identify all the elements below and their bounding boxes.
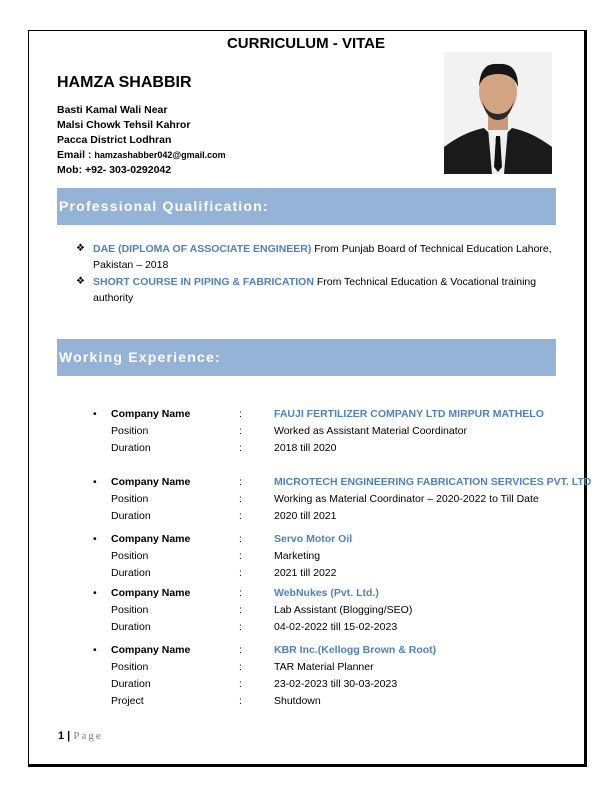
- colon: :: [239, 476, 242, 488]
- qualification-detail: From Punjab Board of Technical Education Lahore, Pakistan – 2018: [93, 243, 552, 271]
- experience-project-row: [93, 693, 563, 710]
- address-line: Pacca District Lodhran: [57, 134, 172, 146]
- experience-duration-row: [93, 508, 563, 525]
- colon: :: [239, 442, 242, 454]
- position-label: Position: [111, 550, 149, 562]
- duration-label: Duration: [111, 621, 151, 633]
- page-label: Page: [73, 730, 103, 742]
- colon: :: [239, 695, 242, 707]
- email-label: Email :: [57, 149, 95, 161]
- position-label: Position: [111, 425, 149, 437]
- colon: :: [239, 533, 242, 545]
- mobile-line: Mob: +92- 303-0292042: [57, 164, 172, 176]
- bullet-icon: •: [93, 476, 97, 488]
- experience-company-row: [93, 406, 563, 423]
- email-value: hamzashabber042@gmail.com: [94, 150, 226, 160]
- colon: :: [239, 661, 242, 673]
- candidate-name: HAMZA SHABBIR: [57, 74, 192, 91]
- position-label: Position: [111, 604, 149, 616]
- company-value: FAUJI FERTILIZER COMPANY LTD MIRPUR MATHELO: [274, 408, 544, 420]
- project-value: Shutdown: [274, 695, 321, 707]
- experience-duration-row: [93, 619, 563, 636]
- qualification-title: DAE (DIPLOMA OF ASSOCIATE ENGINEER): [93, 243, 312, 255]
- address-line: Basti Kamal Wali Near: [57, 104, 168, 116]
- qualification-title: SHORT COURSE IN PIPING & FABRICATION: [93, 276, 314, 288]
- company-value: Servo Motor Oil: [274, 533, 353, 545]
- experience-duration-row: [93, 565, 563, 582]
- qualification-detail: From Technical Education & Vocational training authority: [93, 276, 537, 304]
- experience-position-row: [93, 659, 563, 676]
- colon: :: [239, 604, 242, 616]
- bullet-icon: •: [93, 533, 97, 545]
- section-header-qualification: Professional Qualification:: [57, 188, 556, 225]
- bullet-icon: •: [93, 587, 97, 599]
- bullet-icon: •: [93, 408, 97, 420]
- company-value: WebNukes (Pvt. Ltd.): [274, 587, 379, 599]
- project-label: Project: [111, 695, 144, 707]
- position-value: Lab Assistant (Blogging/SEO): [274, 604, 413, 616]
- experience-company-row: [93, 642, 563, 659]
- duration-value: 2020 till 2021: [274, 510, 337, 522]
- company-label: Company Name: [111, 644, 191, 656]
- section-header-experience: Working Experience:: [57, 339, 556, 376]
- company-value: MICROTECH ENGINEERING FABRICATION SERVICES PVT. LTD: [274, 476, 592, 488]
- company-label: Company Name: [111, 533, 191, 545]
- qualification-item: [76, 274, 556, 306]
- colon: :: [239, 550, 242, 562]
- bullet-icon: •: [93, 644, 97, 656]
- experience-position-row: [93, 602, 563, 619]
- contact-info: [57, 103, 226, 178]
- duration-value: 04-02-2022 till 15-02-2023: [274, 621, 398, 633]
- experience-company-row: [93, 474, 592, 491]
- duration-value: 23-02-2023 till 30-03-2023: [274, 678, 398, 690]
- duration-value: 2018 till 2020: [274, 442, 337, 454]
- email-line: [57, 148, 226, 163]
- qualification-item: [76, 241, 556, 273]
- experience-company-row: [93, 531, 563, 548]
- experience-duration-row: [93, 676, 563, 693]
- colon: :: [239, 408, 242, 420]
- duration-value: 2021 till 2022: [274, 567, 337, 579]
- page-number: 1: [58, 730, 65, 742]
- position-label: Position: [111, 493, 149, 505]
- colon: :: [239, 621, 242, 633]
- position-value: TAR Material Planner: [274, 661, 374, 673]
- position-label: Position: [111, 661, 149, 673]
- company-label: Company Name: [111, 408, 191, 420]
- experience-position-row: [93, 491, 563, 508]
- experience-position-row: [93, 548, 563, 565]
- position-value: Worked as Assistant Material Coordinator: [274, 425, 467, 437]
- company-label: Company Name: [111, 476, 191, 488]
- experience-company-row: [93, 585, 563, 602]
- colon: :: [239, 678, 242, 690]
- company-value: KBR Inc.(Kellogg Brown & Root): [274, 644, 437, 656]
- colon: :: [239, 587, 242, 599]
- duration-label: Duration: [111, 567, 151, 579]
- duration-label: Duration: [111, 510, 151, 522]
- diamond-bullet-icon: ❖: [76, 243, 85, 254]
- page-footer: [58, 730, 103, 742]
- position-value: Marketing: [274, 550, 321, 562]
- duration-label: Duration: [111, 442, 151, 454]
- footer-separator: |: [64, 730, 74, 742]
- duration-label: Duration: [111, 678, 151, 690]
- experience-position-row: [93, 423, 563, 440]
- colon: :: [239, 510, 242, 522]
- colon: :: [239, 425, 242, 437]
- profile-photo: [444, 52, 552, 174]
- experience-duration-row: [93, 440, 563, 457]
- company-label: Company Name: [111, 587, 191, 599]
- diamond-bullet-icon: ❖: [76, 276, 85, 287]
- colon: :: [239, 644, 242, 656]
- colon: :: [239, 493, 242, 505]
- colon: :: [239, 567, 242, 579]
- address-line: Malsi Chowk Tehsil Kahror: [57, 119, 191, 131]
- position-value: Working as Material Coordinator – 2020-2022 to Till Date: [274, 493, 539, 505]
- document-title: CURRICULUM - VITAE: [226, 35, 386, 52]
